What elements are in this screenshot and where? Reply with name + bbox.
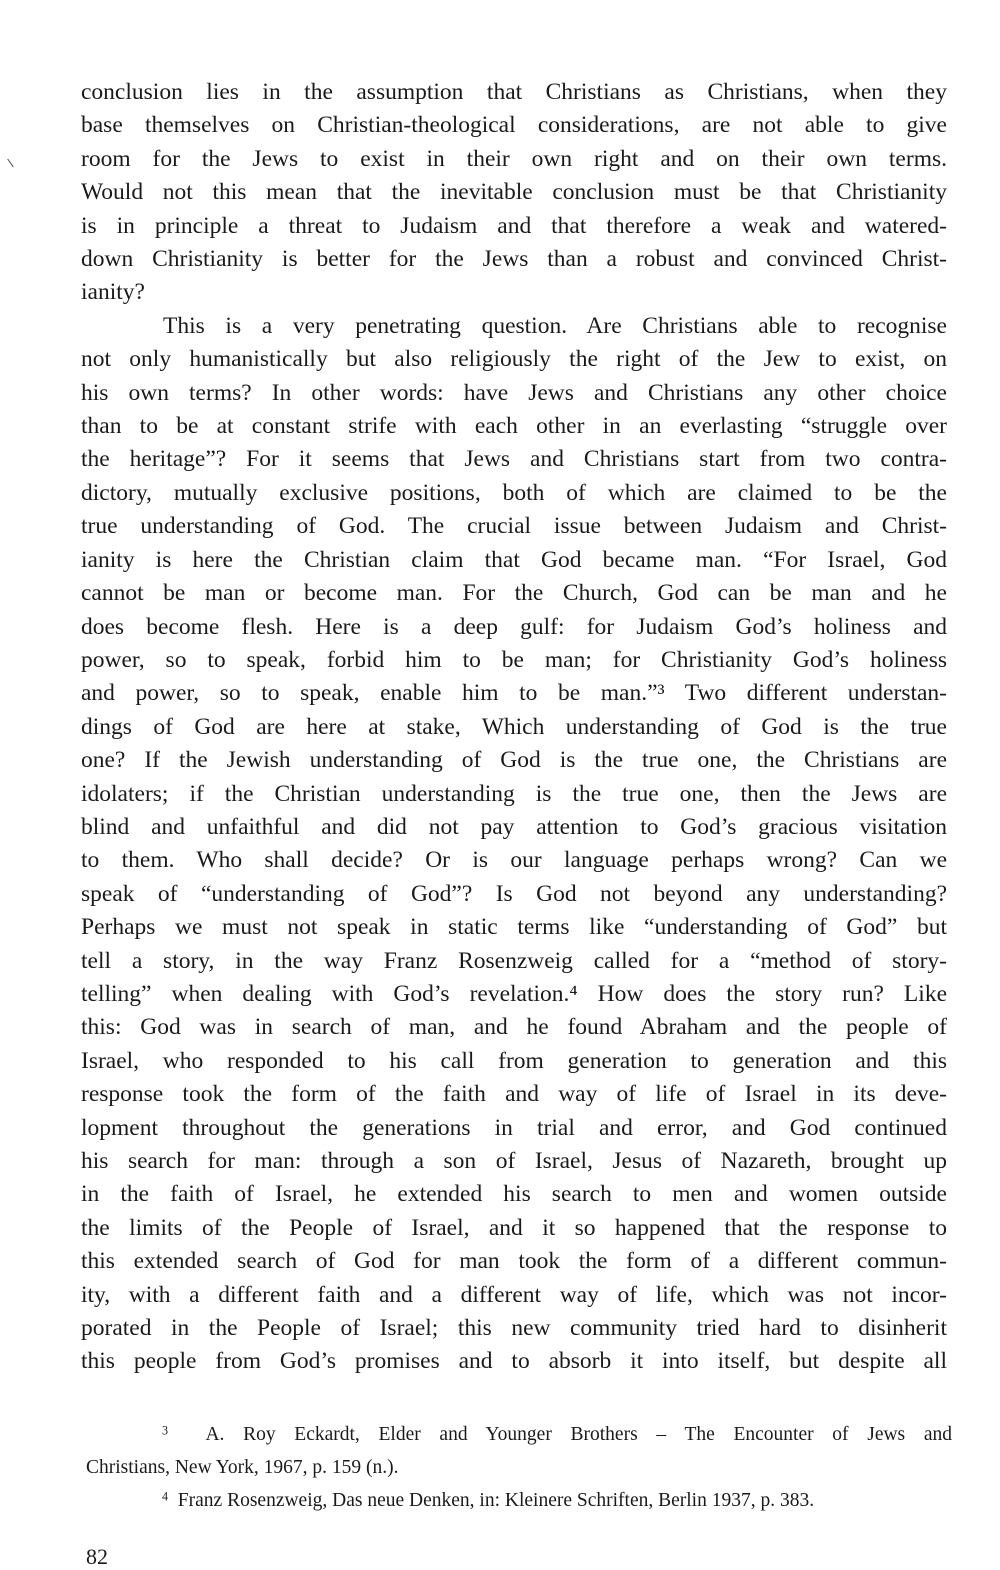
footnote-3 — [86, 1418, 952, 1484]
text-line: is in principle a threat to Judaism and that therefore a weak and watered- — [81, 212, 947, 239]
text-line: lopment throughout the generations in trial and error, and God continued — [81, 1114, 947, 1141]
text-line: dictory, mutually exclusive positions, both of which are claimed to be the — [81, 479, 947, 506]
text-line: than to be at constant strife with each other in an everlasting “struggle over — [81, 413, 947, 440]
paragraph-1 — [81, 76, 947, 310]
text-line: down Christianity is better for the Jews than a robust and convinced Christ- — [81, 246, 947, 273]
text-line: power, so to speak, forbid him to be man; for Christianity God’s holiness — [81, 646, 947, 673]
footnote-text: Franz Rosenzweig, Das neue Denken, in: Kleinere Schriften, Berlin 1937, p. 383. — [177, 1490, 815, 1511]
text-line: dings of God are here at stake, Which understanding of God is the true — [81, 713, 947, 740]
text-line: ity, with a different faith and a different way of life, which was not incor- — [81, 1281, 947, 1308]
text-line: cannot be man or become man. For the Church, God can be man and he — [81, 580, 947, 607]
text-line: the limits of the People of Israel, and it so happened that the response to — [81, 1214, 947, 1241]
footnote-line — [86, 1484, 952, 1517]
text-line: the heritage”? For it seems that Jews and Christians start from two contra- — [81, 446, 947, 473]
paragraph-2 — [81, 310, 947, 1379]
text-line: and power, so to speak, enable him to be man.”³ Two different understan- — [81, 680, 947, 707]
text-line: tell a story, in the way Franz Rosenzweig called for a “method of story- — [81, 947, 947, 974]
text-line: response took the form of the faith and way of life of Israel in its deve- — [81, 1081, 947, 1108]
body-text — [81, 76, 947, 1379]
text-line: this extended search of God for man took the form of a different commun- — [81, 1248, 947, 1275]
text-line: ianity? — [81, 279, 145, 306]
footnote-line — [86, 1418, 952, 1451]
text-line: this people from God’s promises and to absorb it into itself, but despite all — [81, 1348, 947, 1375]
text-line: ianity is here the Christian claim that God became man. “For Israel, God — [81, 546, 947, 573]
text-line: one? If the Jewish understanding of God is the true one, the Christians are — [81, 747, 947, 774]
text-line: speak of “understanding of God”? Is God not beyond any understanding? — [81, 880, 947, 907]
footnote-marker: 3 — [162, 1423, 169, 1438]
footnote-marker: 4 — [162, 1489, 169, 1504]
text-line: this: God was in search of man, and he found Abraham and the people of — [81, 1014, 947, 1041]
text-line: blind and unfaithful and did not pay attention to God’s gracious visitation — [81, 813, 947, 840]
text-line: Would not this mean that the inevitable conclusion must be that Christianity — [81, 179, 947, 206]
text-line: true understanding of God. The crucial issue between Judaism and Christ- — [81, 513, 947, 540]
footnote-line: Christians, New York, 1967, p. 159 (n.). — [86, 1457, 399, 1478]
text-line: does become flesh. Here is a deep gulf: for Judaism God’s holiness and — [81, 613, 947, 640]
footnote-4 — [86, 1484, 952, 1517]
footnote-text: A. Roy Eckardt, Elder and Younger Brothers – The Encounter of Jews and — [205, 1424, 952, 1445]
text-line: conclusion lies in the assumption that Christians as Christians, when they — [81, 79, 947, 105]
text-line: his search for man: through a son of Israel, Jesus of Nazareth, brought up — [81, 1148, 947, 1174]
page-number: 82 — [86, 1544, 108, 1569]
text-line: This is a very penetrating question. Are Christians able to recognise — [163, 312, 947, 339]
text-line: to them. Who shall decide? Or is our language perhaps wrong? Can we — [81, 847, 947, 874]
text-line: his own terms? In other words: have Jews and Christians any other choice — [81, 379, 947, 406]
text-line: Perhaps we must not speak in static terms like “understanding of God” but — [81, 914, 947, 941]
text-line: not only humanistically but also religiously the right of the Jew to exist, on — [81, 346, 947, 373]
margin-mark — [7, 159, 14, 168]
text-line: telling” when dealing with God’s revelation.⁴ How does the story run? Like — [81, 980, 947, 1007]
text-line: idolaters; if the Christian understanding is the true one, then the Jews are — [81, 780, 947, 807]
text-line: in the faith of Israel, he extended his search to men and women outside — [81, 1181, 947, 1208]
footnotes — [86, 1418, 952, 1517]
text-line: Israel, who responded to his call from generation to generation and this — [81, 1047, 947, 1074]
text-line: porated in the People of Israel; this new community tried hard to disinherit — [81, 1315, 947, 1342]
text-line: base themselves on Christian-theological considerations, are not able to give — [81, 112, 947, 139]
text-line: room for the Jews to exist in their own right and on their own terms. — [81, 145, 947, 172]
